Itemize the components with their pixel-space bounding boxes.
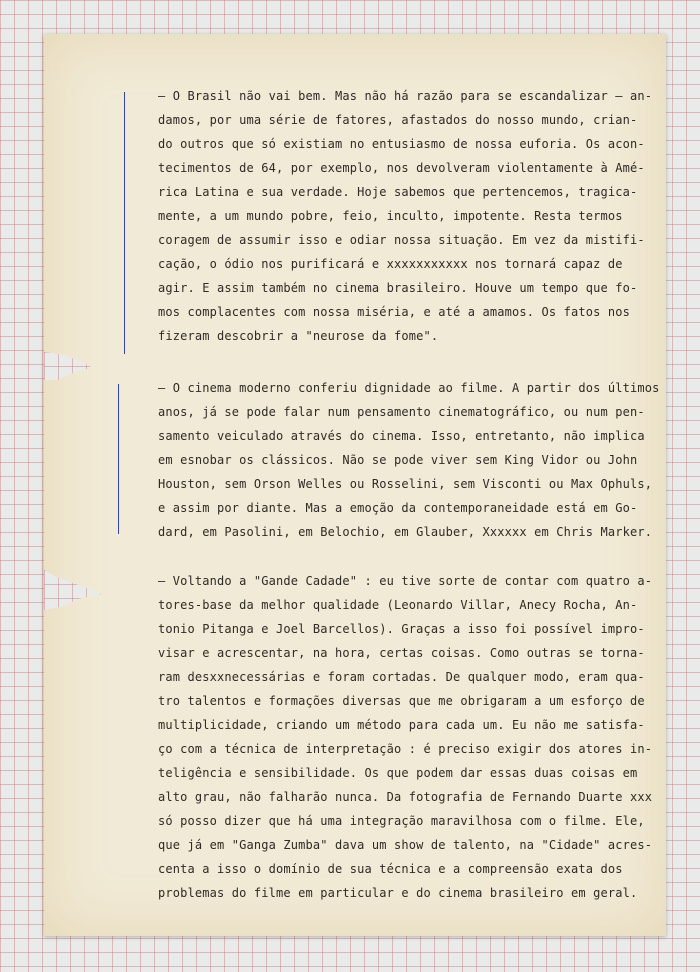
paragraph-3-line-11: só posso dizer que há uma integração maravilhosa com o filme. Ele, xyxy=(158,814,645,828)
paragraph-1-line-10: mos complacentes com nossa miséria, e até a amamos. Os fatos nos xyxy=(158,305,630,319)
paragraph-2-line-3: samento veiculado através do cinema. Isso, entretanto, não implica xyxy=(158,429,645,443)
paragraph-1-line-4: tecimentos de 64, por exemplo, nos devolveram violentamente à Amé- xyxy=(158,161,645,175)
paragraph-1-line-7: coragem de assumir isso e odiar nossa situação. Em vez da mistifi- xyxy=(158,233,645,247)
paragraph-1-line-5: rica Latina e sua verdade. Hoje sabemos que pertencemos, tragica- xyxy=(158,185,638,199)
paragraph-3-line-5: ram desxxnecessárias e foram cortadas. De qualquer modo, eram qua- xyxy=(158,670,645,684)
paragraph-3-line-2: tores-base da melhor qualidade (Leonardo Villar, Anecy Rocha, An- xyxy=(158,598,638,612)
paragraph-3-line-9: teligência e sensibilidade. Os que podem dar essas duas coisas em xyxy=(158,766,638,780)
paragraph-2-line-6: e assim por diante. Mas a emoção da contemporaneidade está em Go- xyxy=(158,501,638,515)
pen-margin-line-2 xyxy=(118,384,119,534)
paragraph-3-line-4: visar e acrescentar, na hora, certas coisas. Como outras se torna- xyxy=(158,646,645,660)
pen-margin-line-1 xyxy=(124,92,125,354)
paragraph-1-line-3: do outros que só existiam no entusiasmo de nossa euforia. Os acon- xyxy=(158,137,645,151)
paragraph-1-line-1: — O Brasil não vai bem. Mas não há razão para se escandalizar — an- xyxy=(158,89,653,103)
paragraph-1-line-2: damos, por uma série de fatores, afastados do nosso mundo, crian- xyxy=(158,113,638,127)
paragraph-1-line-9: agir. E assim também no cinema brasileiro. Houve um tempo que fo- xyxy=(158,281,638,295)
paragraph-3-line-7: multiplicidade, criando um método para cada um. Eu não me satisfa- xyxy=(158,718,645,732)
paragraph-2-line-1: — O cinema moderno conferiu dignidade ao filme. A partir dos últimos xyxy=(158,381,660,395)
paragraph-3-line-3: tonio Pitanga e Joel Barcellos). Graças a isso foi possível impro- xyxy=(158,622,645,636)
paragraph-2-line-4: em esnobar os clássicos. Não se pode viver sem King Vidor ou John xyxy=(158,453,638,467)
paragraph-3-line-10: alto grau, não falharão nunca. Da fotografia de Fernando Duarte xxx xyxy=(158,790,653,804)
paragraph-1-line-6: mente, a um mundo pobre, feio, inculto, impotente. Resta termos xyxy=(158,209,623,223)
paragraph-3-line-1: — Voltando a "Gande Cadade" : eu tive sorte de contar com quatro a- xyxy=(158,574,653,588)
paragraph-2-line-2: anos, já se pode falar num pensamento cinematográfico, ou num pen- xyxy=(158,405,645,419)
paragraph-2-line-5: Houston, sem Orson Welles ou Rosselini, sem Visconti ou Max Ophuls, xyxy=(158,477,653,491)
paragraph-1-line-8: cação, o ódio nos purificará e xxxxxxxxxxx nos tornará capaz de xyxy=(158,257,623,271)
paragraph-1-line-11: fizeram descobrir a "neurose da fome". xyxy=(158,329,439,343)
paragraph-3-line-14: problemas do filme em particular e do cinema brasileiro em geral. xyxy=(158,886,638,900)
paragraph-3-line-12: que já em "Ganga Zumba" dava um show de talento, na "Cidade" acres- xyxy=(158,838,653,852)
paragraph-2-line-7: dard, em Pasolini, em Belochio, em Glauber, Xxxxxx em Chris Marker. xyxy=(158,525,653,539)
paragraph-3-line-8: ço com a técnica de interpretação : é preciso exigir dos atores in- xyxy=(158,742,653,756)
paragraph-3-line-13: centa a isso o domínio de sua técnica e a compreensão exata dos xyxy=(158,862,623,876)
paragraph-3-line-6: tro talentos e formações diversas que me obrigaram a um esforço de xyxy=(158,694,645,708)
